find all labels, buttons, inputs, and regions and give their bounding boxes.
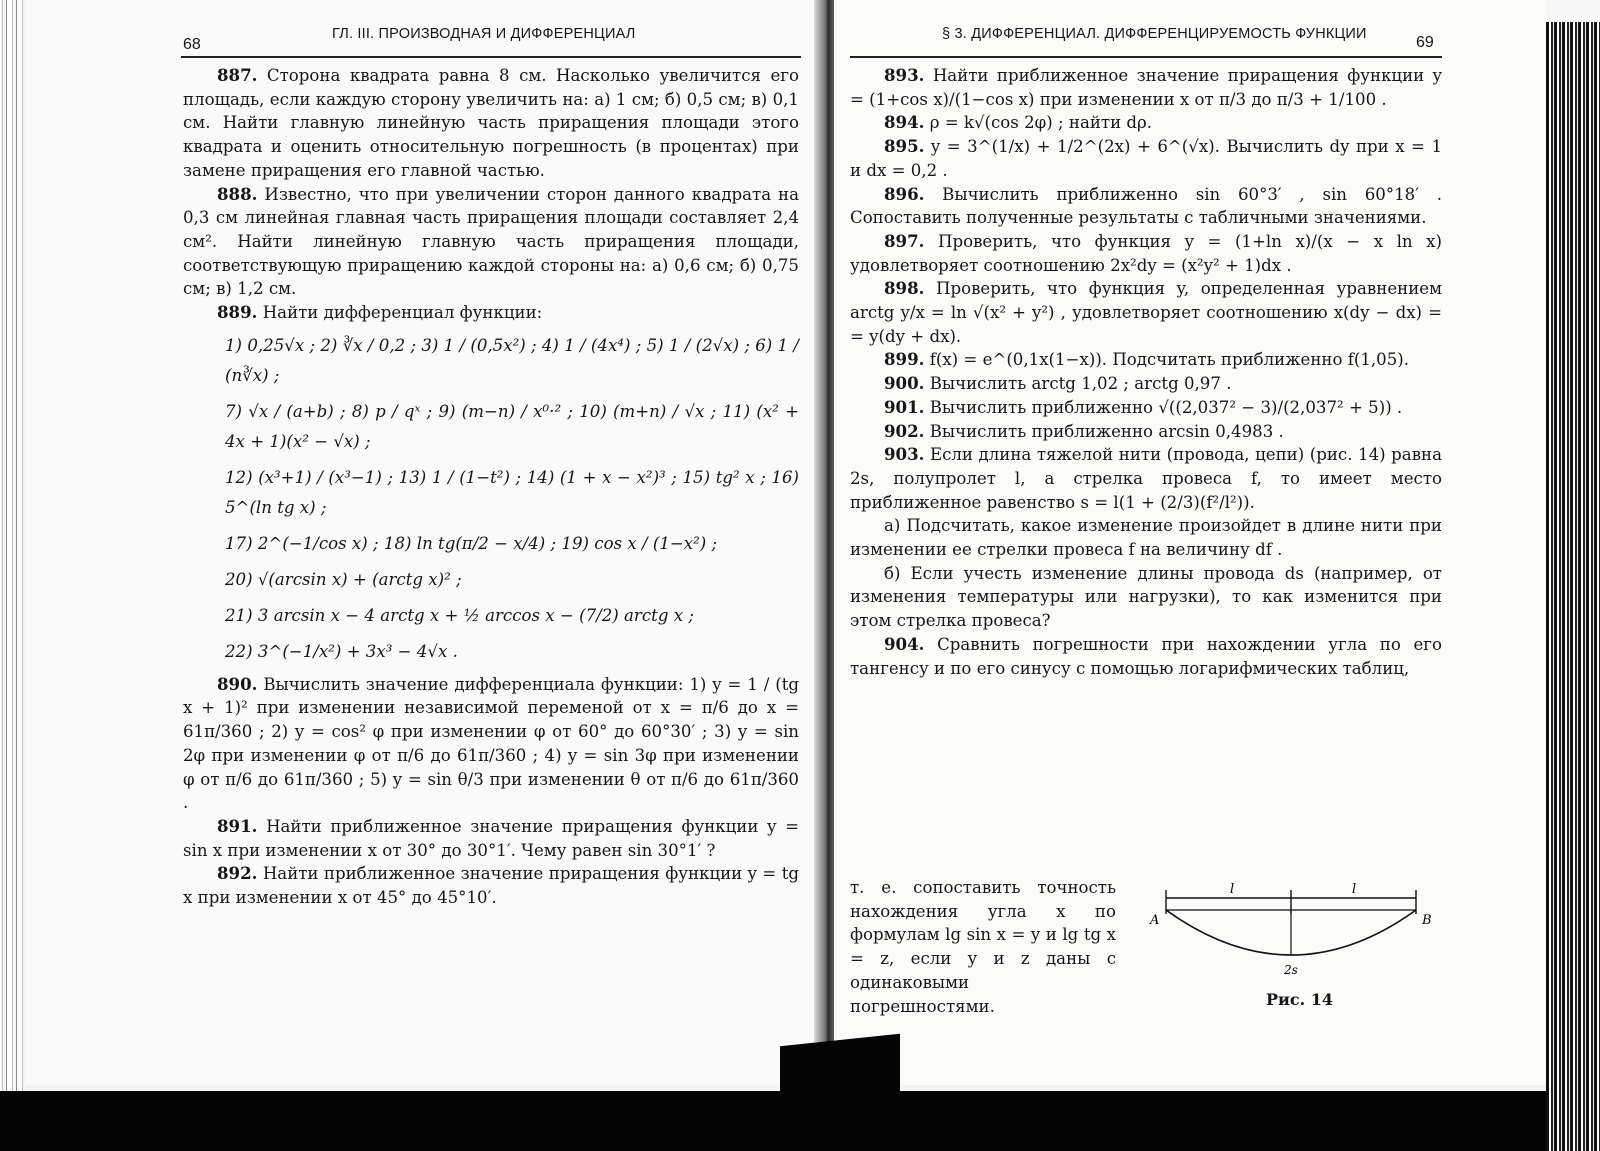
problem-text: а) Подсчитать, какое изменение произойдет в длине нити при изменении ее стрелки провеса f на величину df .	[850, 516, 1442, 560]
running-head-left: ГЛ. III. ПРОИЗВОДНАЯ И ДИФФЕРЕНЦИАЛ	[332, 26, 636, 42]
problem-number: 899.	[884, 349, 925, 370]
head-rule-left	[181, 56, 801, 58]
problem-text: Найти приближенное значение приращения функции y = sin x при изменении x от 30° до 30°1′. Чему равен sin 30°1′ ?	[183, 816, 799, 860]
problem-number: 901.	[884, 396, 925, 417]
label-B: B	[1422, 913, 1432, 928]
right-column	[850, 64, 1442, 680]
wrap-text: т. е. сопоставить точность нахождения угла x по формулам lg sin x = y и lg tg x = z, если y и z даны с одинаковыми погрешностями.	[850, 878, 1116, 1016]
left-block	[183, 529, 799, 559]
problem-number: 887.	[217, 65, 258, 85]
right-block	[850, 420, 1442, 444]
scan-edge-right	[1546, 0, 1600, 1151]
right-block	[850, 633, 1442, 680]
right-block	[850, 64, 1442, 111]
right-block	[850, 396, 1442, 420]
left-block	[183, 637, 799, 667]
head-rule-right	[850, 56, 1442, 58]
left-block	[183, 397, 799, 457]
problem-number: 894.	[884, 112, 925, 133]
left-block	[183, 815, 799, 862]
figure-14-diagram	[1144, 880, 1440, 980]
right-block	[850, 372, 1442, 396]
problem-text: Найти приближенное значение приращения функции y = (1+cos x)/(1−cos x) при изменении x от π/3 до π/3 + 1/100 .	[850, 66, 1442, 109]
problem-text: б) Если учесть изменение длины провода ds (например, от изменения температуры или нагрузки), то как изменится при этом стрелка провеса?	[850, 563, 1442, 631]
problem-text: 12) (x³+1) / (x³−1) ; 13) 1 / (1−t²) ; 14) (1 + x − x²)³ ; 15) tg² x ; 16) 5^(ln tg x) ;	[225, 467, 799, 517]
right-block	[850, 277, 1442, 348]
left-block	[183, 862, 799, 909]
problem-text: Сравнить погрешности при нахождении угла по его тангенсу и по его синусу с помощью логарифмических таблиц,	[850, 634, 1442, 678]
scan-edge-right-top	[1546, 0, 1600, 22]
left-block	[183, 601, 799, 631]
left-block	[183, 673, 799, 815]
figure-caption: Рис. 14	[1266, 990, 1334, 1009]
problem-text: 17) 2^(−1/cos x) ; 18) ln tg(π/2 − x/4) ; 19) cos x / (1−x²) ;	[225, 533, 718, 553]
right-block	[850, 348, 1442, 372]
problem-number: 897.	[884, 230, 925, 251]
problem-number: 891.	[217, 815, 258, 836]
problem-number: 890.	[217, 673, 258, 694]
problem-text: 20) √(arcsin x) + (arctg x)² ;	[225, 569, 462, 589]
right-page	[834, 0, 1546, 1085]
wrap-text-904	[850, 876, 1116, 1018]
problem-text: Найти приближенное значение приращения функции y = tg x при изменении x от 45° до 45°10′.	[183, 864, 799, 908]
problem-number: 896.	[884, 183, 925, 204]
problem-number: 892.	[217, 863, 258, 884]
right-block	[850, 514, 1442, 561]
left-page	[26, 0, 826, 1085]
scan-edge-left	[0, 0, 26, 1151]
left-block	[183, 183, 799, 302]
label-A: A	[1150, 913, 1160, 928]
problem-text: Найти дифференциал функции:	[262, 303, 543, 323]
problem-number: 898.	[884, 278, 925, 299]
problem-number: 904.	[884, 633, 925, 654]
problem-text: 7) √x / (a+b) ; 8) p / qˣ ; 9) (m−n) / x⁰·² ; 10) (m+n) / √x ; 11) (x² + 4x + 1)(x² − √x) ;	[225, 401, 799, 451]
left-block	[183, 331, 799, 391]
problem-number: 895.	[884, 136, 925, 157]
label-l-right: l	[1352, 882, 1357, 897]
right-block	[850, 230, 1442, 277]
right-block	[850, 111, 1442, 135]
label-2s: 2s	[1284, 963, 1298, 977]
problem-text: Если длина тяжелой нити (провода, цепи) (рис. 14) равна 2s, полупролет l, а стрелка провеса f, то имеет место приближенное равенство s = l(1 + (2/3)(f²/l²)).	[850, 445, 1442, 512]
problem-text: Сторона квадрата равна 8 см. Насколько увеличится его площадь, если каждую сторону увеличить на: а) 1 см; б) 0,5 см; в) 0,1 см. Найти главную линейную часть приращения площади этого квадрата и оценить относительную погрешность (в процентах) при замене приращения его главной частью.	[183, 66, 799, 180]
problem-text: ρ = k√(cos 2φ) ; найти dρ.	[929, 113, 1153, 133]
problem-text: Вычислить приближенно √((2,037² − 3)/(2,037² + 5)) .	[929, 397, 1403, 417]
problem-text: 21) 3 arcsin x − 4 arctg x + ½ arccos x − (7/2) arctg x ;	[225, 605, 694, 625]
problem-text: Вычислить значение дифференциала функции: 1) y = 1 / (tg x + 1)² при изменении независимой переменой от x = π/6 до x = 61π/360 ; 2) y = cos² φ при изменении φ от 60° до 60°30′ ; 3) y = sin 2φ при изменении φ от π/6 до 61π/360 ; 4) y = sin 3φ при изменении φ от π/6 до 61π/360 ; 5) y = sin θ/3 при изменении θ от π/6 до 61π/360 .	[183, 674, 799, 813]
right-block	[850, 443, 1442, 514]
problem-text: Проверить, что функция y, определенная уравнением arctg y/x = ln √(x² + y²) , удовлетворяет соотношению x(dy − dx) = = y(dy + dx).	[850, 279, 1442, 346]
right-block	[850, 562, 1442, 633]
label-l-left: l	[1230, 882, 1235, 897]
running-head-right: § 3. ДИФФЕРЕНЦИАЛ. ДИФФЕРЕНЦИРУЕМОСТЬ ФУНКЦИИ	[942, 26, 1367, 42]
left-column	[183, 64, 799, 910]
problem-text: Вычислить приближенно sin 60°3′ , sin 60°18′ . Сопоставить полученные результаты с табличными значениями.	[850, 184, 1443, 228]
left-block	[183, 301, 799, 325]
left-block	[183, 64, 799, 183]
problem-text: Вычислить arctg 1,02 ; arctg 0,97 .	[929, 374, 1232, 394]
right-block	[850, 135, 1442, 182]
problem-number: 889.	[217, 302, 258, 323]
problem-number: 902.	[884, 420, 925, 441]
right-block	[850, 183, 1442, 230]
problem-text: 22) 3^(−1/x²) + 3x³ − 4√x .	[225, 641, 458, 661]
problem-number: 893.	[884, 65, 925, 85]
page-number-left: 68	[183, 36, 201, 53]
scan-bottom-shadow	[0, 1091, 1600, 1151]
problem-number: 888.	[217, 183, 258, 204]
problem-text: Вычислить приближенно arcsin 0,4983 .	[929, 421, 1284, 441]
problem-text: Известно, что при увеличении сторон данного квадрата на 0,3 см линейная главная часть приращения площади составляет 2,4 см². Найти линейную главную часть приращения площади, соответствующую приращению каждой стороны на: а) 0,6 см; б) 0,75 см; в) 1,2 см.	[183, 184, 799, 299]
page-number-right: 69	[1416, 34, 1434, 51]
left-block	[183, 463, 799, 523]
problem-text: f(x) = e^(0,1x(1−x)). Подсчитать приближенно f(1,05).	[929, 350, 1410, 370]
problem-text: 1) 0,25√x ; 2) ∛x / 0,2 ; 3) 1 / (0,5x²) ; 4) 1 / (4x⁴) ; 5) 1 / (2√x) ; 6) 1 / (n∛x) ;	[225, 335, 799, 385]
problem-number: 900.	[884, 373, 925, 394]
left-block	[183, 565, 799, 595]
problem-number: 903.	[884, 444, 925, 465]
problem-text: y = 3^(1/x) + 1/2^(2x) + 6^(√x). Вычислить dy при x = 1 и dx = 0,2 .	[850, 137, 1443, 180]
problem-text: Проверить, что функция y = (1+ln x)/(x − x ln x) удовлетворяет соотношению 2x²dy = (x²y² + 1)dx .	[850, 231, 1442, 275]
